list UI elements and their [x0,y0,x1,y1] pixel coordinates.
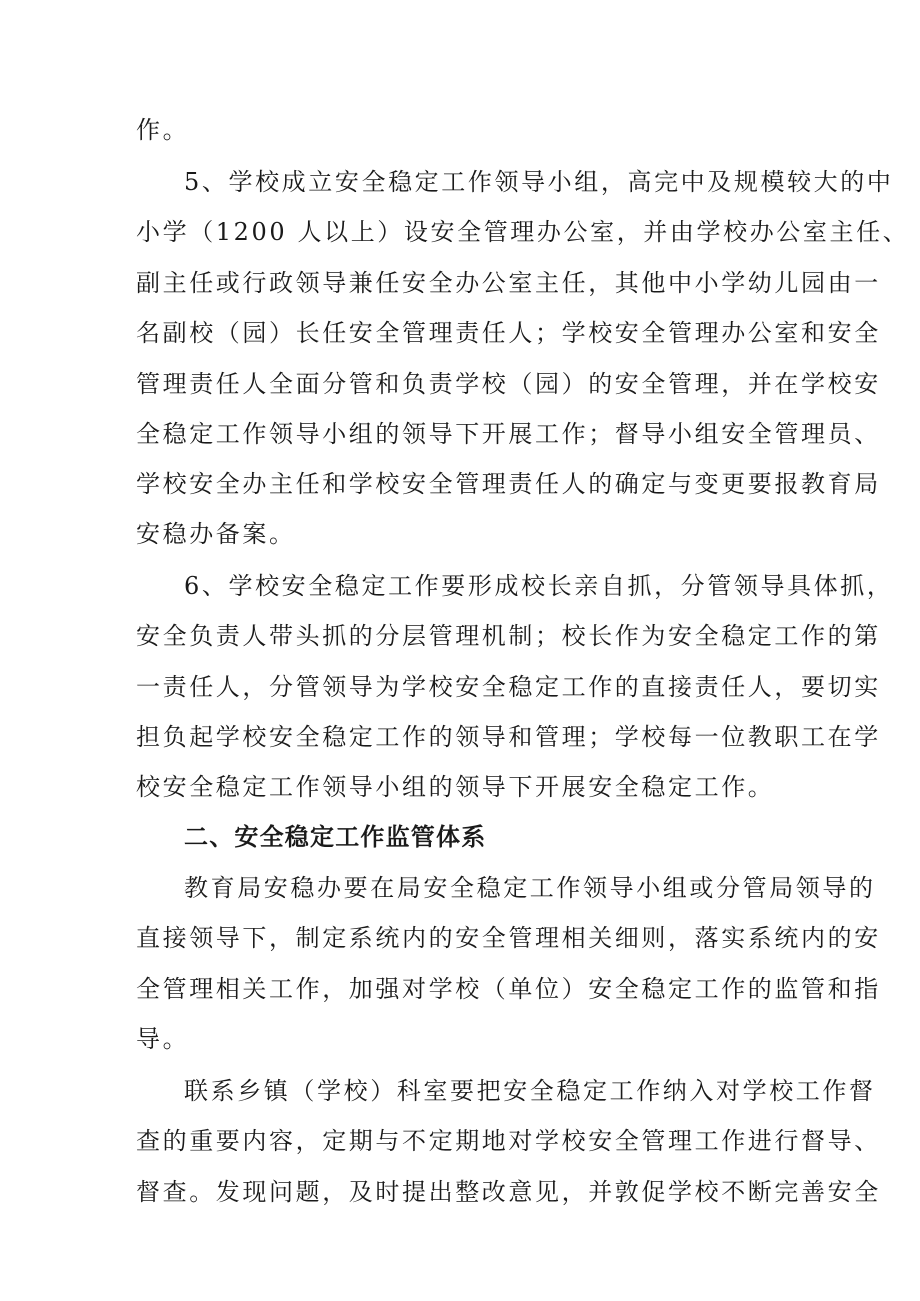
text-line: 教育局安稳办要在局安全稳定工作领导小组或分管局领导的 [184,874,876,902]
text-line: 管理责任人全面分管和负责学校（园）的安全管理，并在学校安 [136,370,881,398]
text-line: 联系乡镇（学校）科室要把安全稳定工作纳入对学校工作督 [184,1077,876,1105]
text-line: 安全负责人带头抓的分层管理机制；校长作为安全稳定工作的第 [136,622,881,650]
section-heading: 二、安全稳定工作监管体系 [184,823,487,851]
text-line: 校安全稳定工作领导小组的领导下开展安全稳定工作。 [136,773,775,801]
paragraph-6-line: 6、学校安全稳定工作要形成校长亲自抓，分管领导具体抓， [184,572,894,600]
text-line: 一责任人，分管领导为学校安全稳定工作的直接责任人，要切实 [136,673,881,701]
text-line: 小学（1200 人以上）设安全管理办公室，并由学校办公室主任、 [136,218,910,246]
text-line: 学校安全办主任和学校安全管理责任人的确定与变更要报教育局 [136,470,881,498]
text-line: 直接领导下，制定系统内的安全管理相关细则，落实系统内的安 [136,924,881,952]
text-line: 导。 [136,1025,190,1053]
text-line: 担负起学校安全稳定工作的领导和管理；学校每一位教职工在学 [136,723,881,751]
text-line: 安稳办备案。 [136,520,296,548]
paragraph-5-line: 5、学校成立安全稳定工作领导小组，高完中及规模较大的中 [184,168,894,196]
text-line: 全稳定工作领导小组的领导下开展工作；督导小组安全管理员、 [136,420,881,448]
text-line: 督查。发现问题，及时提出整改意见，并敦促学校不断完善安全 [136,1178,881,1206]
text-line: 副主任或行政领导兼任安全办公室主任，其他中小学幼儿园由一 [136,269,881,297]
text-line: 全管理相关工作，加强对学校（单位）安全稳定工作的监管和指 [136,975,881,1003]
text-line: 作。 [136,116,190,144]
text-line: 名副校（园）长任安全管理责任人；学校安全管理办公室和安全 [136,319,881,347]
text-line: 查的重要内容，定期与不定期地对学校安全管理工作进行督导、 [136,1127,881,1155]
